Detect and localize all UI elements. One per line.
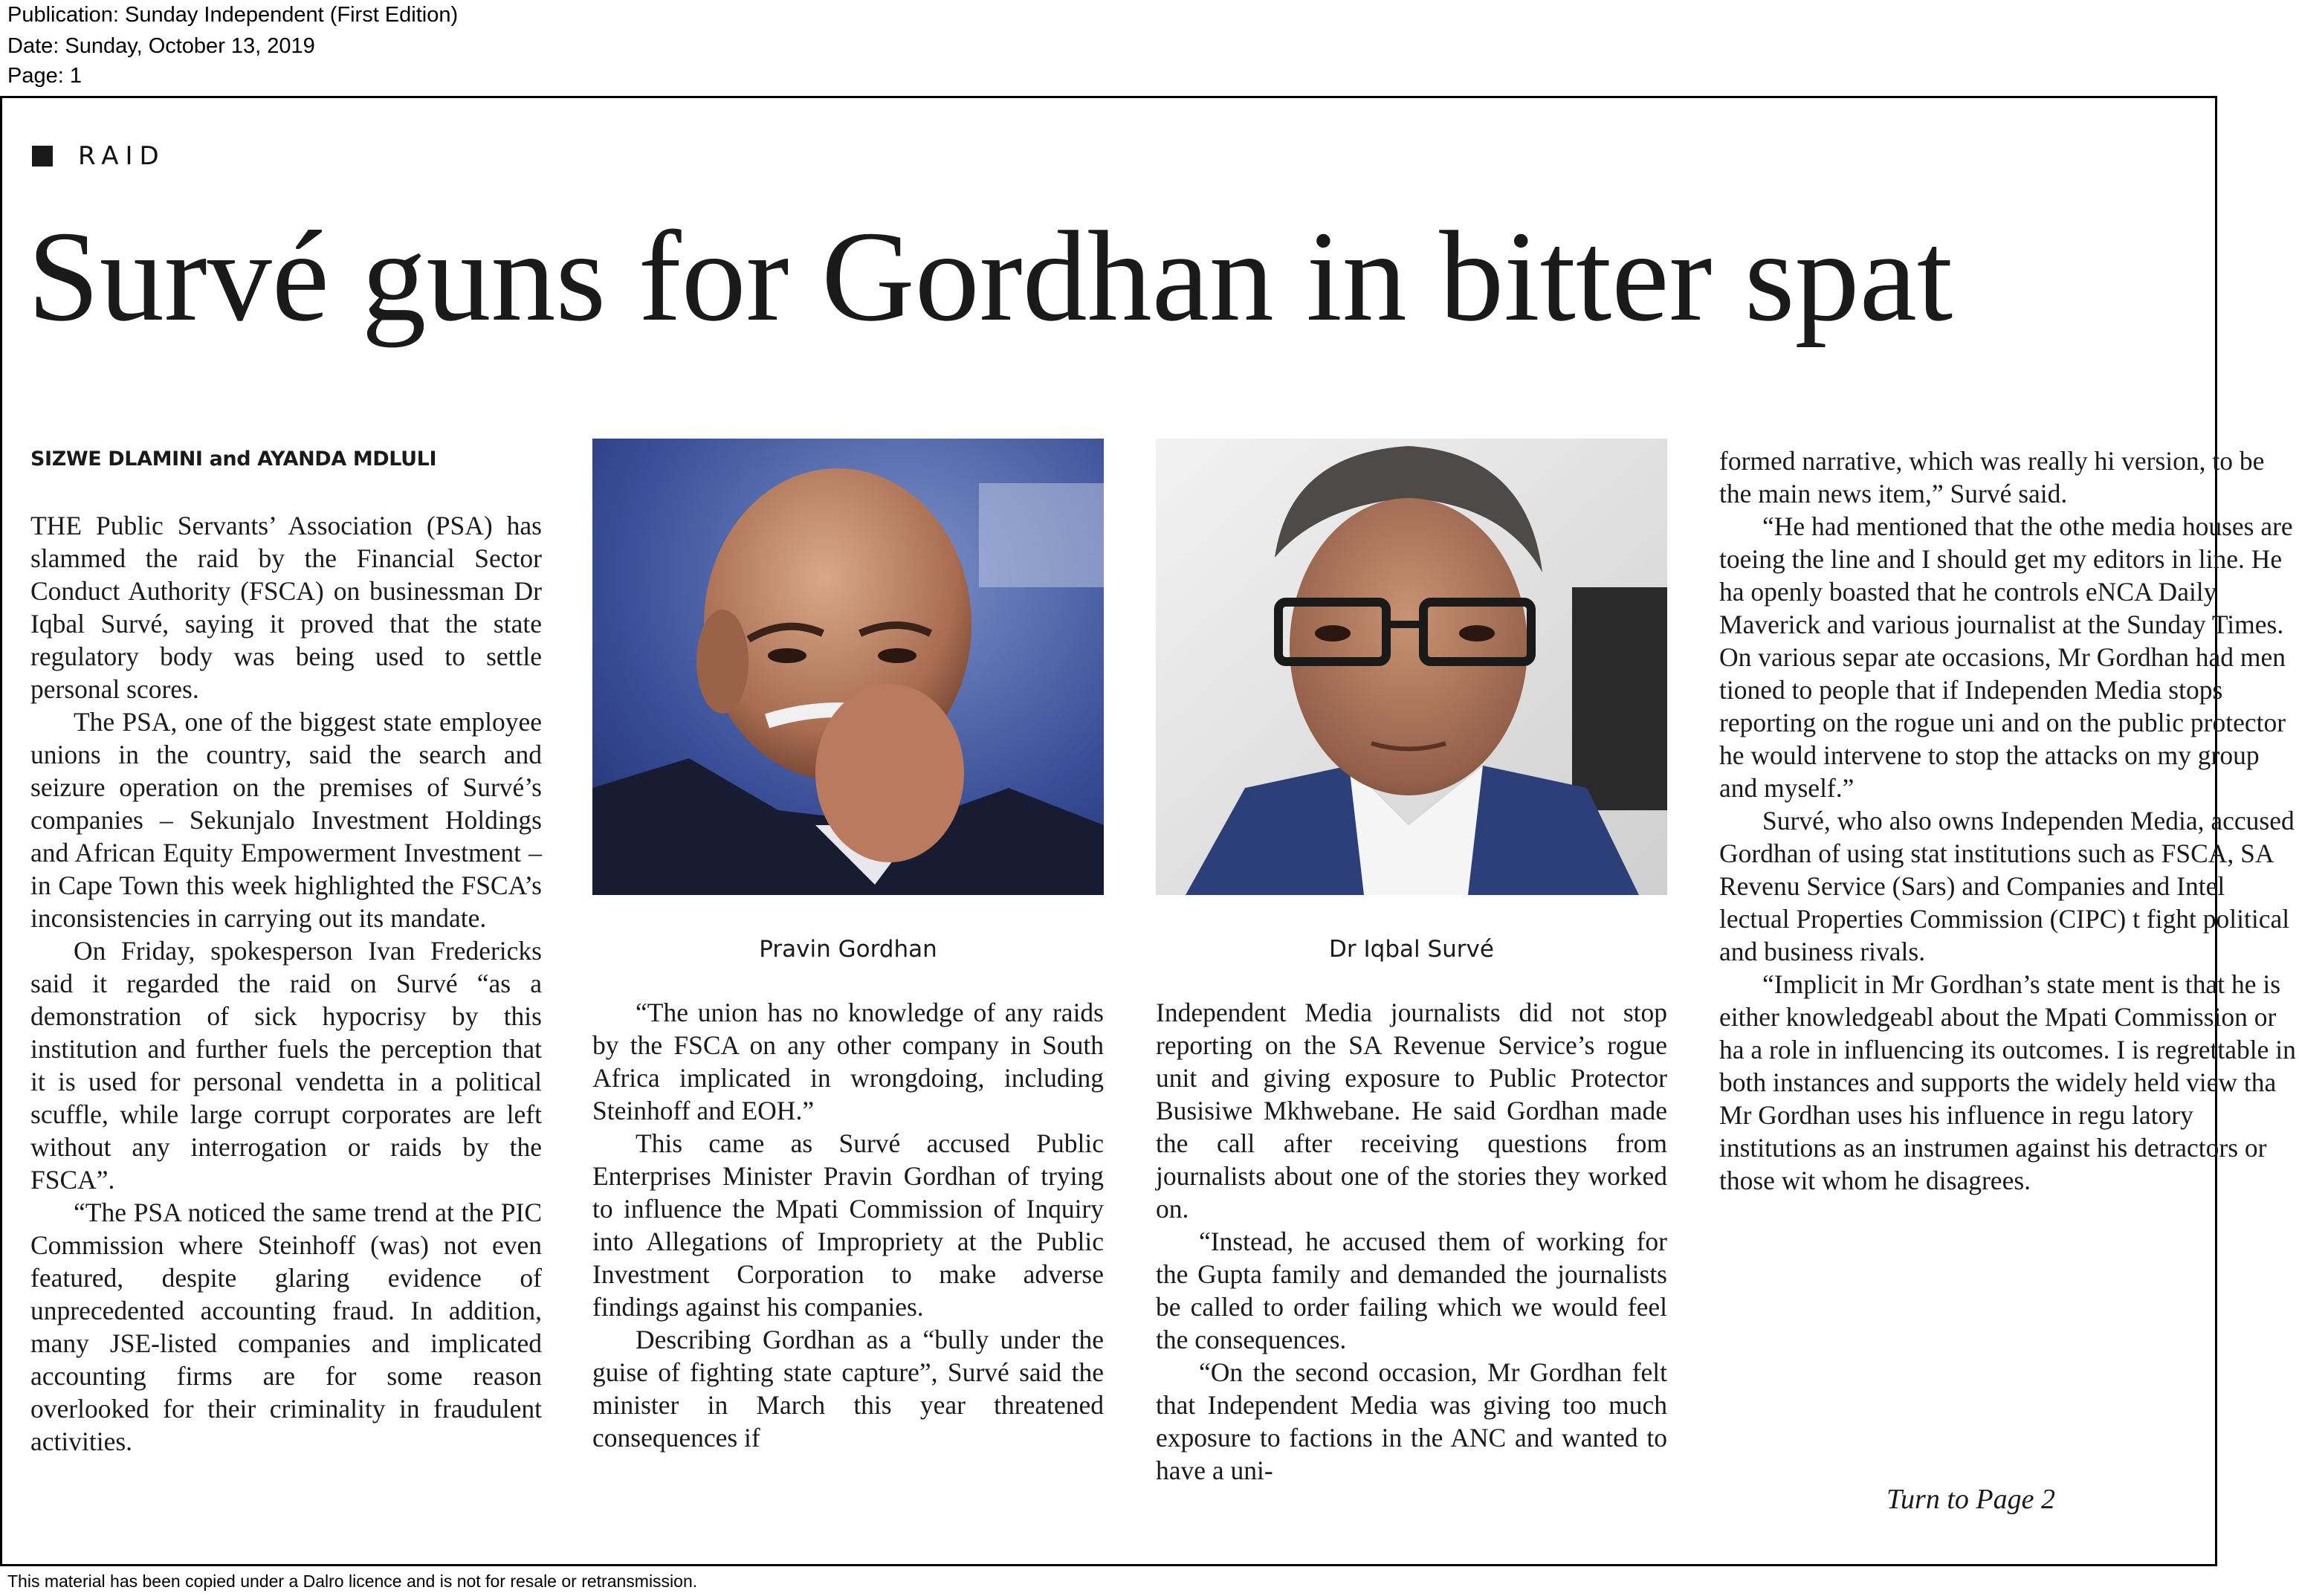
body-column-2 — [592, 996, 1104, 1454]
photo-caption-right: Dr Iqbal Survé — [1329, 936, 1494, 963]
headline: Survé guns for Gordhan in bitter spat — [28, 204, 1953, 348]
kicker-square-icon — [32, 146, 53, 167]
kicker-label: RAID — [78, 141, 166, 171]
article-frame — [0, 96, 2296, 1566]
body-column-4 — [1719, 445, 2299, 1197]
photo-caption-left: Pravin Gordhan — [759, 936, 937, 963]
page-line: Page: 1 — [7, 64, 82, 88]
paragraph: “Implicit in Mr Gordhan’s state ment is that he is either knowledgeabl about the Mpati Commission or ha a role in influencing its outcomes. I is regrettable in both instances and supports the widely held view tha Mr Gordhan uses his influence in regu latory institutions as an instrumen against his detractors or those wit whom he disagrees. — [1719, 969, 2296, 1195]
paragraph: The PSA, one of the biggest state employee unions in the country, said the search and seizure operation on the premises of Survé’s companies – Sekunjalo Investment Holdings and African Equity Empowerment Investment – in Cape Town this week highlighted the FSCA’s inconsistencies in carrying out its mandate. — [30, 707, 542, 933]
paragraph: formed narrative, which was really hi version, to be the main news item,” Survé said. — [1719, 446, 2265, 508]
paragraph: THE Public Servants’ Association (PSA) has slammed the raid by the Financial Sector Conduct Authority (FSCA) on businessman Dr Iqbal Survé, saying it proved that the state regulatory body was being used to settle personal scores. — [30, 511, 542, 704]
paragraph: “On the second occasion, Mr Gordhan felt that Independent Media was giving too much exposure to factions in the ANC and wanted to have a uni- — [1156, 1357, 1667, 1485]
byline: SIZWE DLAMINI and AYANDA MDLULI — [30, 448, 437, 471]
body-column-3 — [1156, 996, 1667, 1487]
paragraph: Survé, who also owns Independen Media, accused Gordhan of using stat institutions such as FSCA, SA Revenu Service (Sars) and Companies and Intel lectual Properties Commission (CIPC) t fight political and business rivals. — [1719, 806, 2295, 966]
paragraph: “The PSA noticed the same trend at the PIC Commission where Steinhoff (was) not even featured, despite glaring evidence of unprecedented accounting fraud. In addition, many JSE-listed companies and implicated accounting firms are for some reason overlooked for their criminality in fraudulent activities. — [30, 1198, 542, 1456]
copyright-footer: This material has been copied under a Dalro licence and is not for resale or retransmission. — [7, 1571, 698, 1591]
paragraph: “He had mentioned that the othe media houses are toeing the line and I should get my editors in line. He ha openly boasted that he controls eNCA Daily Maverick and various journalist at the Sunday Times. On various separ ate occasions, Mr Gordhan had men tioned to people that if Independen Media stops reporting on the rogue uni and on the public protector he would intervene to stop the attacks on my group and myself.” — [1719, 511, 2293, 803]
paragraph: On Friday, spokesperson Ivan Fredericks said it regarded the raid on Survé “as a demonstration of sick hypocrisy by this institution and further fuels the perception that it is used for personal vendetta in a political scuffle, while large corrupt corporates are left without any interrogation or raids by the FSCA”. — [30, 936, 542, 1195]
paragraph: Describing Gordhan as a “bully under the guise of fighting state capture”, Survé said the minister in March this year threatened consequences if — [592, 1325, 1104, 1453]
photo-pravin-gordhan — [592, 439, 1104, 895]
paragraph: Independent Media journalists did not stop reporting on the SA Revenue Service’s rogue unit and giving exposure to Public Protector Busisiwe Mkhwebane. He said Gordhan made the call after receiving questions from journalists about one of the stories they worked on. — [1156, 998, 1667, 1224]
publication-line: Publication: Sunday Independent (First Edition) — [7, 3, 459, 27]
paragraph: “The union has no knowledge of any raids by the FSCA on any other company in South Africa implicated in wrongdoing, including Steinhoff and EOH.” — [592, 998, 1104, 1125]
turn-to-page-link[interactable]: Turn to Page 2 — [1886, 1484, 2055, 1515]
body-column-1 — [30, 509, 542, 1458]
section-kicker — [32, 141, 166, 171]
paragraph: This came as Survé accused Public Enterprises Minister Pravin Gordhan of trying to influence the Mpati Commission of Inquiry into Allegations of Impropriety at the Public Investment Corporation to make adverse findings against his companies. — [592, 1128, 1104, 1322]
photo-iqbal-surve — [1156, 439, 1667, 895]
date-line: Date: Sunday, October 13, 2019 — [7, 34, 315, 58]
paragraph: “Instead, he accused them of working for the Gupta family and demanded the journalists be called to order failing which we would feel the consequences. — [1156, 1227, 1667, 1354]
